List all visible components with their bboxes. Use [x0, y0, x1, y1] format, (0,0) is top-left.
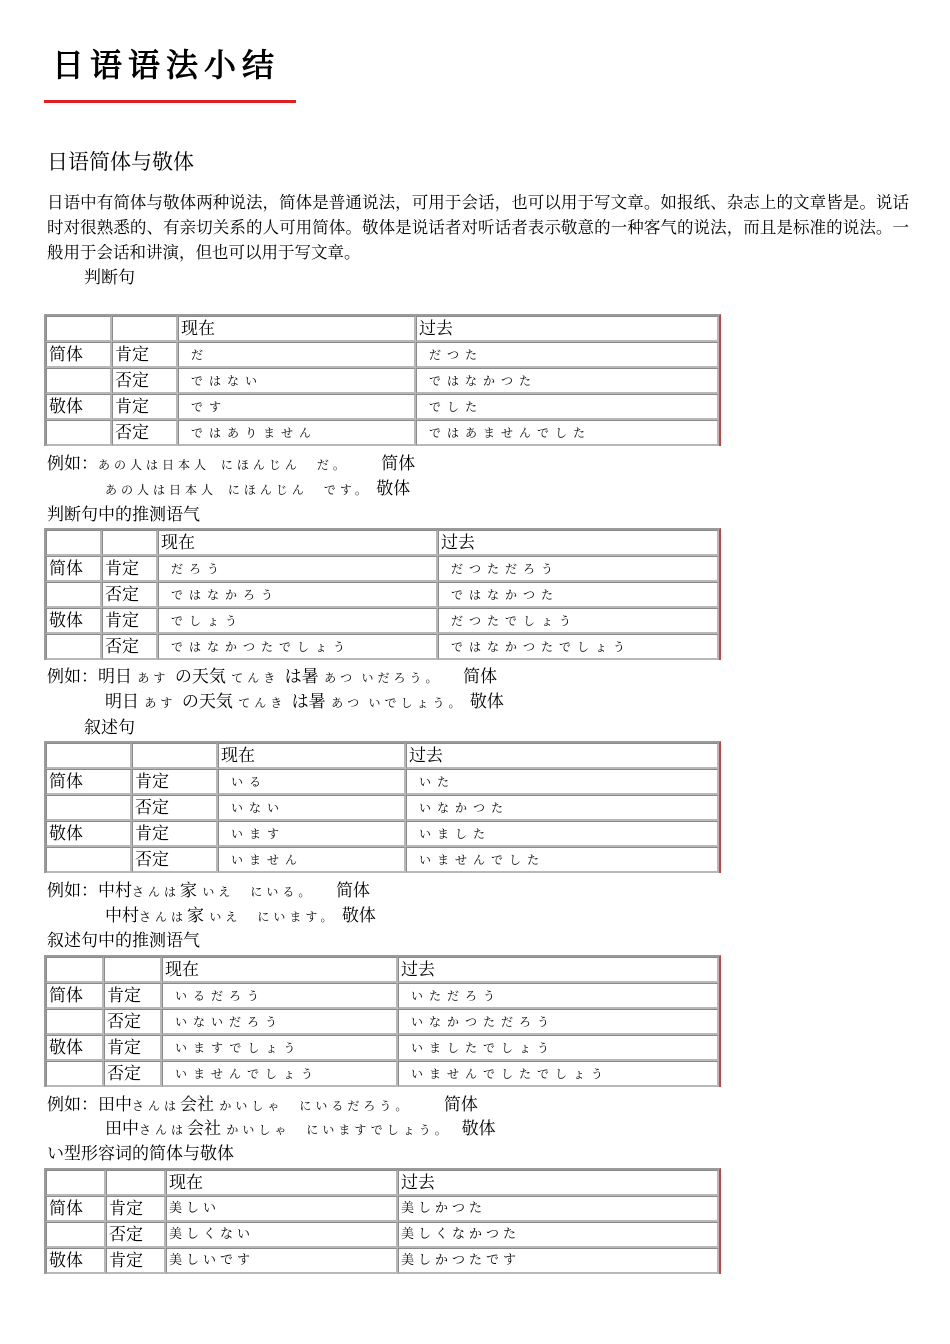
- present-cell: ではありません: [178, 420, 416, 446]
- table-row: [46, 1035, 719, 1061]
- header-cell: [46, 957, 104, 983]
- style-cell: 敬体: [46, 821, 132, 847]
- table-row: [46, 342, 719, 368]
- header-cell: 过去: [398, 957, 719, 983]
- example-reading: あす: [137, 671, 170, 685]
- table-row: [46, 420, 719, 446]
- polarity-cell: 肯定: [112, 394, 178, 420]
- table-row: [46, 983, 719, 1009]
- table-row: [46, 1196, 719, 1222]
- example-text: の天気: [181, 692, 233, 712]
- i-adjective-table: [44, 1168, 721, 1274]
- past-cell: いました: [406, 821, 719, 847]
- present-cell: 美しいです: [166, 1248, 398, 1274]
- example-text: いでしょう。: [368, 696, 465, 710]
- polarity-cell: 肯定: [112, 342, 178, 368]
- example-reading: さんは: [132, 885, 181, 899]
- table-header-row: [46, 1170, 719, 1196]
- polarity-cell: 肯定: [106, 1248, 166, 1274]
- example-text: の天気: [174, 667, 226, 687]
- past-cell: だつたでしょう: [438, 608, 719, 634]
- past-cell: 美しかつたです: [398, 1248, 719, 1274]
- table-row: [46, 1061, 719, 1087]
- example-style-tag: 敬体: [461, 1119, 496, 1139]
- present-cell: いますでしょう: [162, 1035, 398, 1061]
- example-reading: あす: [144, 696, 177, 710]
- example-text: 家: [180, 881, 198, 901]
- example-prefix: 例如：: [47, 1095, 98, 1115]
- polarity-cell: 肯定: [102, 556, 158, 582]
- example-text: 会社: [187, 1119, 222, 1139]
- header-cell: 过去: [406, 743, 719, 769]
- style-cell: [46, 582, 102, 608]
- example-text: あの人は日本人: [98, 458, 211, 472]
- title-underline: [44, 100, 296, 103]
- table-row: [46, 634, 719, 660]
- past-cell: いただろう: [398, 983, 719, 1009]
- example-line: [105, 1117, 496, 1142]
- example-line: [105, 477, 410, 502]
- present-cell: いませんでしょう: [162, 1061, 398, 1087]
- example-reading: かいしゃ にいるだろう。: [219, 1099, 412, 1113]
- section-heading: 日语简体与敬体: [47, 150, 194, 174]
- table-row: [46, 847, 719, 873]
- example-text: 明日: [105, 692, 139, 712]
- example-style-tag: 简体: [336, 881, 371, 901]
- polarity-cell: 肯定: [104, 983, 162, 1009]
- example-text: 家: [187, 906, 205, 926]
- style-cell: 简体: [46, 342, 112, 368]
- judgement-table: [44, 314, 721, 446]
- example-reading: さんは: [132, 1099, 181, 1113]
- present-cell: いる: [218, 769, 406, 795]
- past-cell: だつた: [416, 342, 719, 368]
- example-text: いだろう。: [361, 671, 442, 685]
- style-cell: [46, 1222, 106, 1248]
- style-cell: 简体: [46, 769, 132, 795]
- style-cell: 敬体: [46, 608, 102, 634]
- past-cell: いた: [406, 769, 719, 795]
- example-style-tag: 简体: [443, 1095, 478, 1115]
- example-style-tag: 简体: [381, 454, 416, 474]
- polarity-cell: 否定: [102, 582, 158, 608]
- example-line: [47, 452, 415, 477]
- example-style-tag: 敬体: [469, 692, 504, 712]
- present-cell: いません: [218, 847, 406, 873]
- past-cell: いましたでしょう: [398, 1035, 719, 1061]
- polarity-cell: 肯定: [102, 608, 158, 634]
- example-reading: いえ にいる。: [202, 885, 315, 899]
- example-reading: あつ: [324, 671, 357, 685]
- present-cell: いるだろう: [162, 983, 398, 1009]
- header-cell: [102, 530, 158, 556]
- style-cell: [46, 847, 132, 873]
- header-cell: [46, 1170, 106, 1196]
- style-cell: 简体: [46, 983, 104, 1009]
- present-cell: 美しくない: [166, 1222, 398, 1248]
- example-line: [105, 690, 504, 715]
- past-cell: いませんでした: [406, 847, 719, 873]
- example-line: [47, 879, 370, 904]
- style-cell: 敬体: [46, 1248, 106, 1274]
- past-cell: いなかつただろう: [398, 1009, 719, 1035]
- example-text: 田中: [98, 1095, 132, 1115]
- table-header-row: [46, 957, 719, 983]
- table-row: [46, 1222, 719, 1248]
- present-cell: います: [218, 821, 406, 847]
- example-style-tag: 敬体: [376, 479, 411, 499]
- example-reading: いえ にいます。: [209, 910, 337, 924]
- polarity-cell: 否定: [112, 368, 178, 394]
- example-prefix: 例如：: [47, 881, 98, 901]
- table-row: [46, 821, 719, 847]
- example-reading: かいしゃ にいますでしょう。: [226, 1123, 451, 1137]
- present-cell: ではない: [178, 368, 416, 394]
- past-cell: ではなかつた: [438, 582, 719, 608]
- section-label-narrative-conjecture: 叙述句中的推测语气: [47, 931, 200, 951]
- header-cell: 现在: [218, 743, 406, 769]
- style-cell: [46, 420, 112, 446]
- header-cell: 过去: [398, 1170, 719, 1196]
- polarity-cell: 否定: [106, 1222, 166, 1248]
- polarity-cell: 肯定: [132, 821, 218, 847]
- polarity-cell: 否定: [102, 634, 158, 660]
- polarity-cell: 肯定: [106, 1196, 166, 1222]
- polarity-cell: 否定: [132, 795, 218, 821]
- example-reading: さんは: [139, 1123, 188, 1137]
- table-header-row: [46, 316, 719, 342]
- table-row: [46, 582, 719, 608]
- past-cell: 美しくなかつた: [398, 1222, 719, 1248]
- past-cell: ではあませんでした: [416, 420, 719, 446]
- polarity-cell: 肯定: [104, 1035, 162, 1061]
- present-cell: だ: [178, 342, 416, 368]
- table-row: [46, 368, 719, 394]
- past-cell: いませんでしたでしょう: [398, 1061, 719, 1087]
- style-cell: 简体: [46, 1196, 106, 1222]
- style-cell: [46, 368, 112, 394]
- present-cell: です: [178, 394, 416, 420]
- past-cell: ではなかつたでしょう: [438, 634, 719, 660]
- table-row: [46, 769, 719, 795]
- present-cell: いない: [218, 795, 406, 821]
- example-line: [105, 904, 376, 929]
- header-cell: 现在: [178, 316, 416, 342]
- header-cell: [46, 316, 112, 342]
- example-prefix: 例如：: [47, 667, 98, 687]
- example-text: 会社: [180, 1095, 215, 1115]
- table-row: [46, 608, 719, 634]
- style-cell: [46, 795, 132, 821]
- section-label-narrative: 叙述句: [84, 718, 135, 738]
- style-cell: 敬体: [46, 394, 112, 420]
- example-text: は暑: [284, 667, 319, 687]
- example-prefix: 例如：: [47, 454, 98, 474]
- example-reading: あつ: [331, 696, 364, 710]
- polarity-cell: 肯定: [132, 769, 218, 795]
- example-style-tag: 简体: [463, 667, 498, 687]
- present-cell: ではなかつたでしょう: [158, 634, 438, 660]
- style-cell: [46, 634, 102, 660]
- section-label-i-adjective: い型形容词的简体与敬体: [47, 1144, 234, 1164]
- narrative-conjecture-table: [44, 955, 721, 1087]
- example-reading: てんき: [238, 696, 287, 710]
- table-row: [46, 394, 719, 420]
- header-cell: [112, 316, 178, 342]
- past-cell: でした: [416, 394, 719, 420]
- table-row: [46, 1248, 719, 1274]
- section-label-judgement-conjecture: 判断句中的推测语气: [47, 505, 200, 525]
- style-cell: 简体: [46, 556, 102, 582]
- table-row: [46, 1009, 719, 1035]
- table-row: [46, 795, 719, 821]
- past-cell: 美しかつた: [398, 1196, 719, 1222]
- narrative-table: [44, 741, 721, 873]
- example-text: は暑: [291, 692, 326, 712]
- polarity-cell: 否定: [104, 1009, 162, 1035]
- table-row: [46, 556, 719, 582]
- intro-paragraph: 日语中有简体与敬体两种说法，简体是普通说法，可用于会话，也可以用于写文章。如报纸、杂志上的文章皆是。说话时对很熟悉的、有亲切关系的人可用简体。敬体是说话者对听话者表示敬意的一种客气的说法，而且是标准的说法。一般用于会话和讲演，但也可以用于写文章。: [47, 193, 909, 262]
- style-cell: [46, 1061, 104, 1087]
- example-style-tag: 敬体: [341, 906, 376, 926]
- table-header-row: [46, 743, 719, 769]
- header-cell: [132, 743, 218, 769]
- header-cell: 过去: [438, 530, 719, 556]
- style-cell: [46, 1009, 104, 1035]
- header-cell: [46, 743, 132, 769]
- header-cell: [106, 1170, 166, 1196]
- example-line: [47, 1093, 478, 1118]
- header-cell: [104, 957, 162, 983]
- example-text: あの人は日本人: [105, 483, 218, 497]
- polarity-cell: 否定: [104, 1061, 162, 1087]
- table-header-row: [46, 530, 719, 556]
- polarity-cell: 否定: [112, 420, 178, 446]
- past-cell: ではなかつた: [416, 368, 719, 394]
- example-reading: にほんじん だ。: [220, 458, 349, 472]
- polarity-cell: 否定: [132, 847, 218, 873]
- example-text: 田中: [105, 1119, 139, 1139]
- present-cell: 美しい: [166, 1196, 398, 1222]
- header-cell: 现在: [166, 1170, 398, 1196]
- present-cell: でしょう: [158, 608, 438, 634]
- style-cell: 敬体: [46, 1035, 104, 1061]
- past-cell: いなかつた: [406, 795, 719, 821]
- example-reading: にほんじん です。: [227, 483, 371, 497]
- header-cell: [46, 530, 102, 556]
- judgement-conjecture-table: [44, 528, 721, 660]
- example-text: 中村: [105, 906, 139, 926]
- present-cell: だろう: [158, 556, 438, 582]
- present-cell: いないだろう: [162, 1009, 398, 1035]
- example-text: 明日: [98, 667, 132, 687]
- header-cell: 现在: [158, 530, 438, 556]
- example-line: [47, 665, 497, 690]
- example-reading: てんき: [231, 671, 280, 685]
- example-reading: さんは: [139, 910, 188, 924]
- present-cell: ではなかろう: [158, 582, 438, 608]
- example-text: 中村: [98, 881, 132, 901]
- document-title: 日语语法小结: [52, 46, 281, 84]
- past-cell: だつただろう: [438, 556, 719, 582]
- header-cell: 过去: [416, 316, 719, 342]
- header-cell: 现在: [162, 957, 398, 983]
- section-label-judgement: 判断句: [84, 268, 135, 288]
